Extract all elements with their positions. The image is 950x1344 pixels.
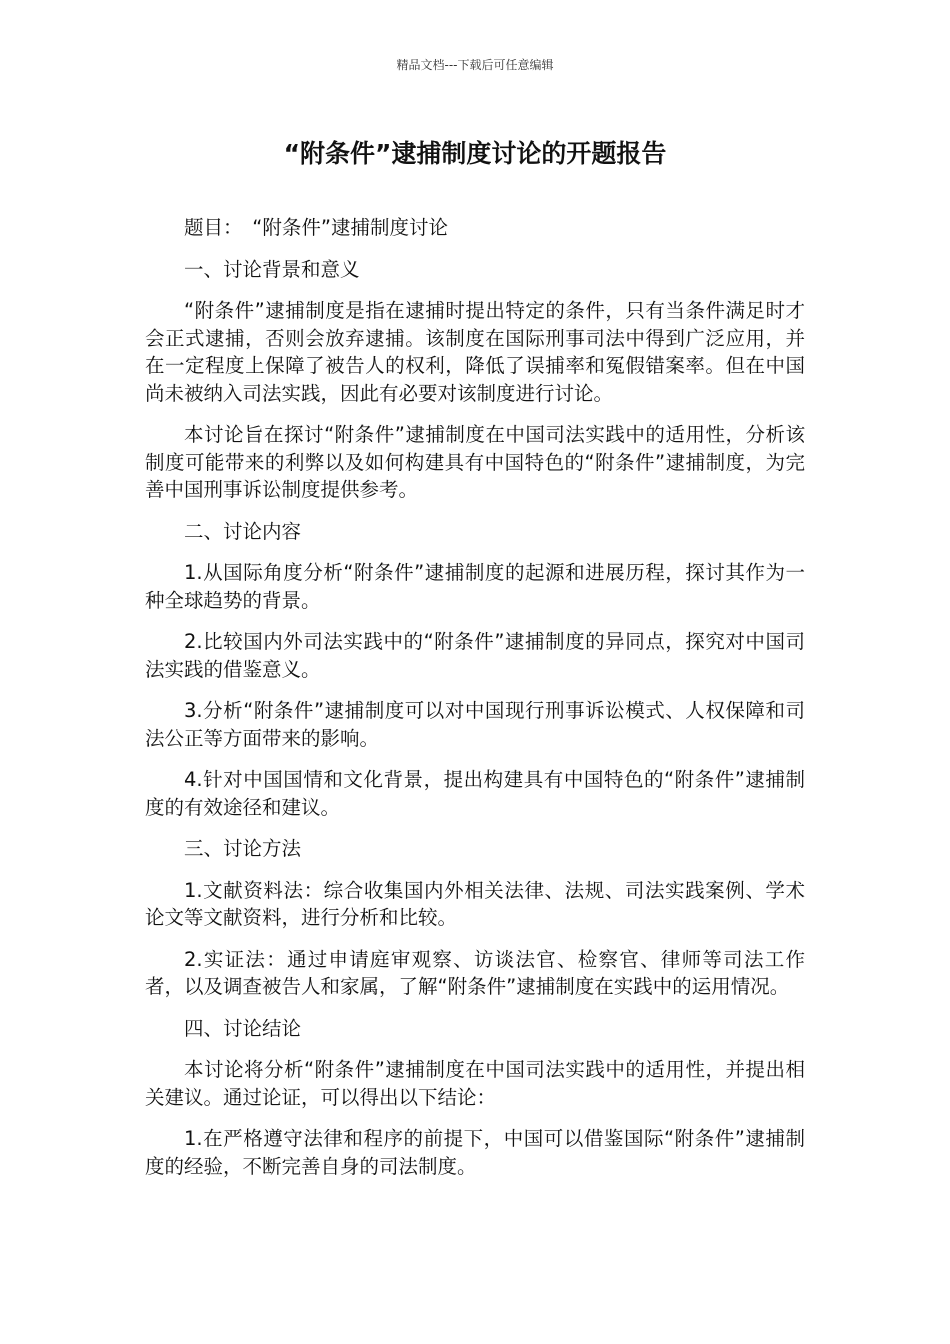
content-item-1: 1.从国际角度分析“附条件”逮捕制度的起源和进展历程，探讨其作为一种全球趋势的背景。 bbox=[145, 561, 805, 612]
document-title: “附条件”逮捕制度讨论的开题报告 bbox=[283, 139, 667, 168]
conclusion-item-1: 1.在严格遵守法律和程序的前提下，中国可以借鉴国际“附条件”逮捕制度的经验，不断完善自身的司法制度。 bbox=[145, 1127, 805, 1178]
content-item-3: 3.分析“附条件”逮捕制度可以对中国现行刑事诉讼模式、人权保障和司法公正等方面带来的影响。 bbox=[145, 699, 805, 750]
paragraph-background-2: 本讨论旨在探讨“附条件”逮捕制度在中国司法实践中的适用性，分析该制度可能带来的利弊以及如何构建具有中国特色的“附条件”逮捕制度，为完善中国刑事诉讼制度提供参考。 bbox=[145, 423, 805, 501]
document-body bbox=[145, 214, 805, 1194]
section-heading-background: 一、讨论背景和意义 bbox=[184, 257, 360, 281]
section-heading-content: 二、讨论内容 bbox=[184, 519, 302, 543]
header-note: 精品文档---下载后可任意编辑 bbox=[396, 58, 554, 72]
paragraph-background-1: “附条件”逮捕制度是指在逮捕时提出特定的条件，只有当条件满足时才会正式逮捕，否则会放弃逮捕。该制度在国际刑事司法中得到广泛应用，并在一定程度上保障了被告人的权利，降低了误捕率和冤假错案率。但在中国尚未被纳入司法实践，因此有必要对该制度进行讨论。 bbox=[145, 299, 805, 405]
topic-line: 题目： “附条件”逮捕制度讨论 bbox=[184, 216, 448, 239]
content-item-2: 2.比较国内外司法实践中的“附条件”逮捕制度的异同点，探究对中国司法实践的借鉴意义。 bbox=[145, 630, 805, 681]
content-item-4: 4.针对中国国情和文化背景，提出构建具有中国特色的“附条件”逮捕制度的有效途径和建议。 bbox=[145, 768, 805, 819]
section-heading-method: 三、讨论方法 bbox=[184, 837, 302, 860]
section-heading-conclusion: 四、讨论结论 bbox=[184, 1016, 302, 1040]
paragraph-conclusion-intro: 本讨论将分析“附条件”逮捕制度在中国司法实践中的适用性，并提出相关建议。通过论证，可以得出以下结论： bbox=[145, 1058, 805, 1109]
method-item-1: 1.文献资料法：综合收集国内外相关法律、法规、司法实践案例、学术论文等文献资料，进行分析和比较。 bbox=[145, 878, 805, 929]
method-item-2: 2.实证法：通过申请庭审观察、访谈法官、检察官、律师等司法工作者，以及调查被告人和家属，了解“附条件”逮捕制度在实践中的运用情况。 bbox=[145, 947, 805, 998]
